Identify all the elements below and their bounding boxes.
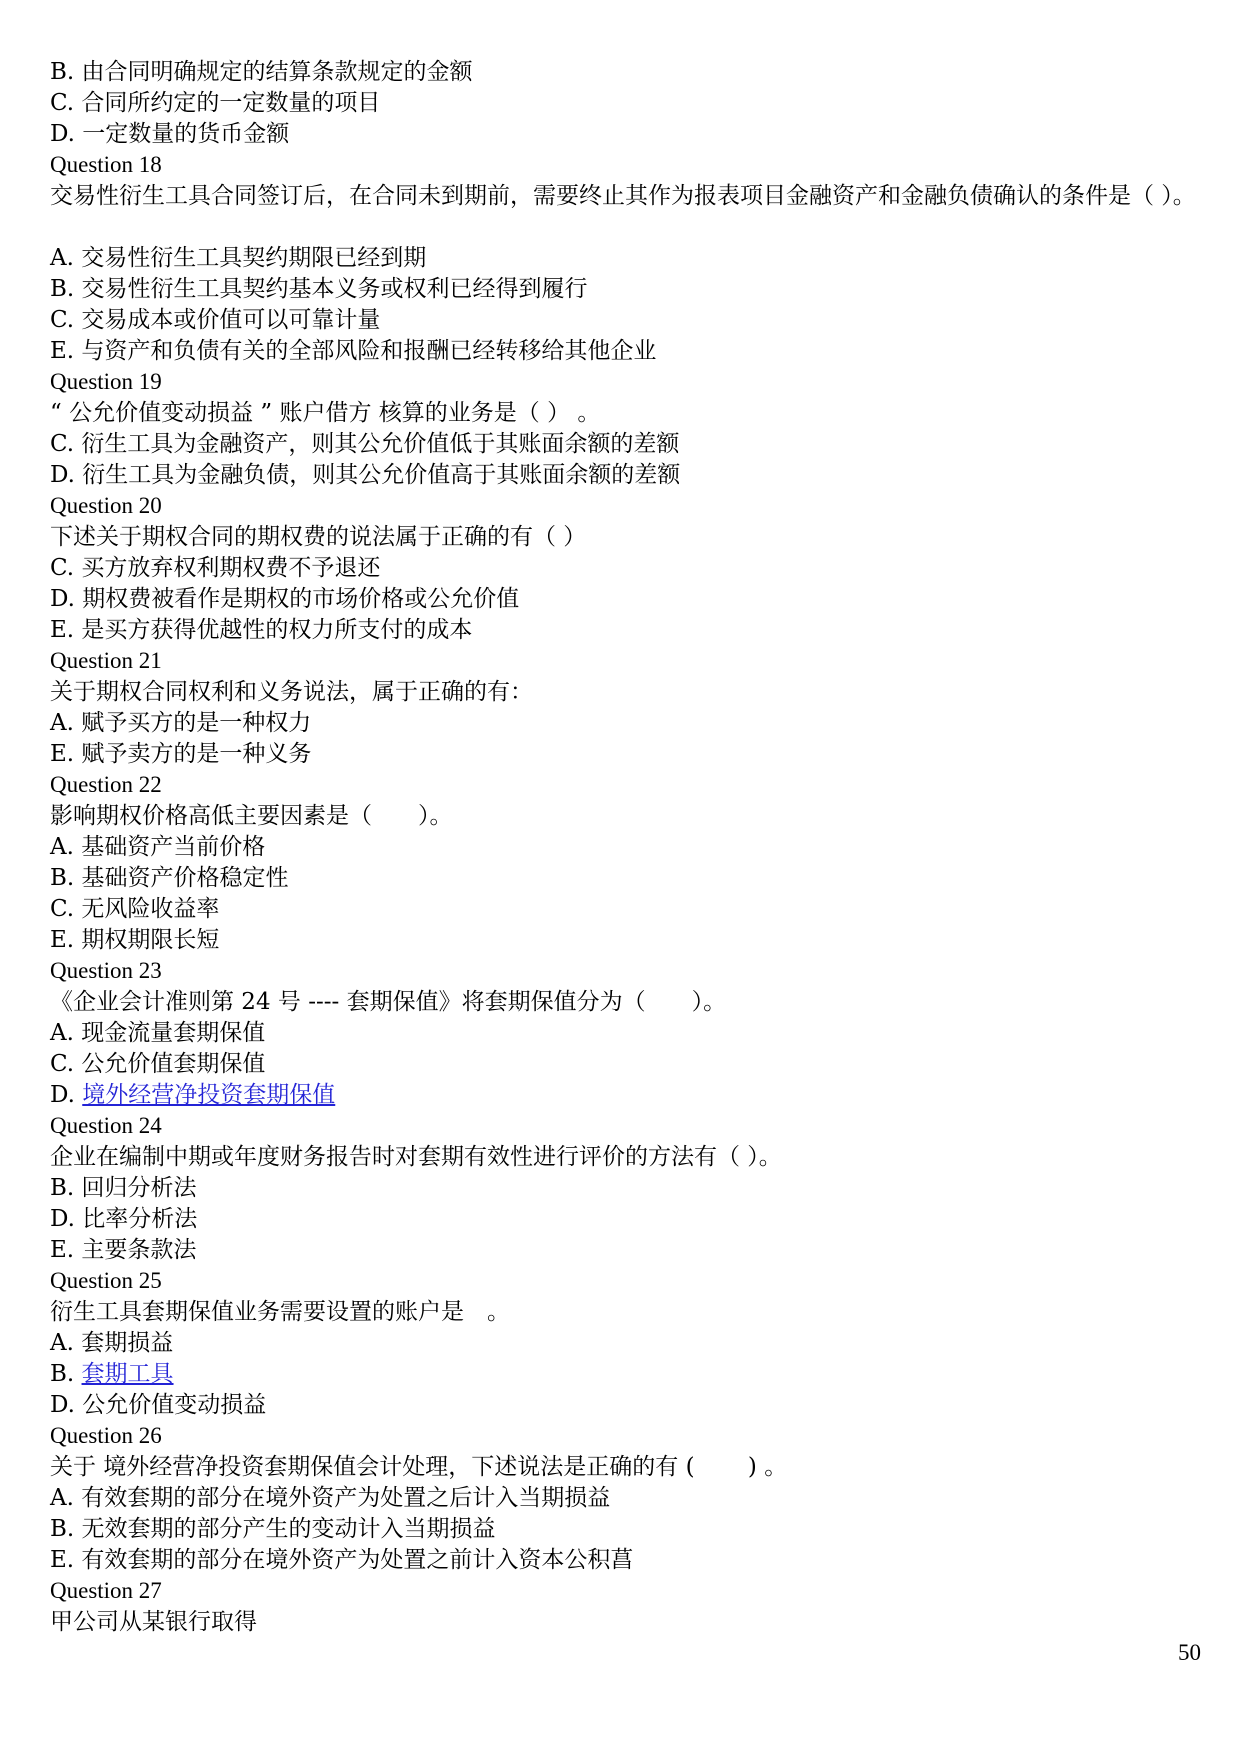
question-text: 关于 境外经营净投资套期保值会计处理，下述说法是正确的有 ( ) 。 [50, 1454, 788, 1480]
option-line: E. 主要条款法 [50, 1237, 197, 1263]
option-line: B. 基础资产价格稳定性 [50, 865, 289, 891]
option-line: E. 期权期限长短 [50, 927, 220, 953]
question-text: 交易性衍生工具合同签订后，在合同未到期前，需要终止其作为报表项目金融资产和金融负债确认的条件是（ ）。 [50, 183, 1196, 209]
option-line: B. 交易性衍生工具契约基本义务或权利已经得到履行 [50, 276, 588, 302]
question-text: 企业在编制中期或年度财务报告时对套期有效性进行评价的方法有（ ）。 [50, 1144, 782, 1170]
question-text: 《企业会计准则第 24 号 ---- 套期保值》将套期保值分为（ ）。 [50, 989, 727, 1015]
option-line: D. 一定数量的货币金额 [50, 121, 290, 147]
option-line: C. 公允价值套期保值 [50, 1051, 266, 1077]
question-heading: Question 26 [50, 1423, 162, 1448]
option-line: B. 回归分析法 [50, 1175, 197, 1201]
option-line: A. 有效套期的部分在境外资产为处置之后计入当期损益 [50, 1485, 611, 1511]
option-prefix: B. [50, 1361, 82, 1387]
question-heading: Question 25 [50, 1268, 162, 1293]
option-line: E. 是买方获得优越性的权力所支付的成本 [50, 617, 473, 643]
option-line: D. 公允价值变动损益 [50, 1392, 267, 1418]
option-line: A. 套期损益 [50, 1330, 174, 1356]
option-line: A. 基础资产当前价格 [50, 834, 266, 860]
question-text: 甲公司从某银行取得 [50, 1609, 257, 1635]
option-line [50, 1359, 174, 1389]
option-line: C. 交易成本或价值可以可靠计量 [50, 307, 381, 333]
option-line: E. 赋予卖方的是一种义务 [50, 741, 312, 767]
question-heading: Question 21 [50, 648, 162, 673]
page-number: 50 [1178, 1640, 1201, 1665]
option-line: E. 与资产和负债有关的全部风险和报酬已经转移给其他企业 [50, 338, 657, 364]
option-line: C. 无风险收益率 [50, 896, 220, 922]
option-line: A. 现金流量套期保值 [50, 1020, 266, 1046]
option-line: C. 合同所约定的一定数量的项目 [50, 90, 381, 116]
option-link[interactable]: 境外经营净投资套期保值 [82, 1082, 336, 1108]
question-heading: Question 24 [50, 1113, 162, 1138]
option-link[interactable]: 套期工具 [81, 1361, 174, 1387]
question-text: 影响期权价格高低主要因素是（ ）。 [50, 803, 453, 829]
question-text: “ 公允价值变动损益 ” 账户借方 核算的业务是（ ） 。 [50, 400, 601, 426]
question-heading: Question 27 [50, 1578, 162, 1603]
question-heading: Question 22 [50, 772, 162, 797]
option-line: D. 比率分析法 [50, 1206, 198, 1232]
option-line: C. 衍生工具为金融资产，则其公允价值低于其账面余额的差额 [50, 431, 680, 457]
question-heading: Question 18 [50, 152, 162, 177]
option-line: A. 赋予买方的是一种权力 [50, 710, 312, 736]
option-line: B. 由合同明确规定的结算条款规定的金额 [50, 59, 473, 85]
option-line: A. 交易性衍生工具契约期限已经到期 [50, 245, 427, 271]
question-heading: Question 20 [50, 493, 162, 518]
option-line: E. 有效套期的部分在境外资产为处置之前计入资本公积菖 [50, 1547, 634, 1573]
option-line: D. 衍生工具为金融负债，则其公允价值高于其账面余额的差额 [50, 462, 681, 488]
option-line: B. 无效套期的部分产生的变动计入当期损益 [50, 1516, 496, 1542]
question-text: 衍生工具套期保值业务需要设置的账户是 。 [50, 1299, 510, 1325]
question-heading: Question 19 [50, 369, 162, 394]
question-text: 下述关于期权合同的期权费的说法属于正确的有（ ） [50, 524, 587, 550]
option-line: D. 期权费被看作是期权的市场价格或公允价值 [50, 586, 520, 612]
question-heading: Question 23 [50, 958, 162, 983]
question-text: 关于期权合同权利和义务说法，属于正确的有： [50, 679, 533, 705]
option-line: C. 买方放弃权利期权费不予退还 [50, 555, 381, 581]
option-prefix: D. [50, 1082, 83, 1108]
option-line [50, 1080, 335, 1110]
